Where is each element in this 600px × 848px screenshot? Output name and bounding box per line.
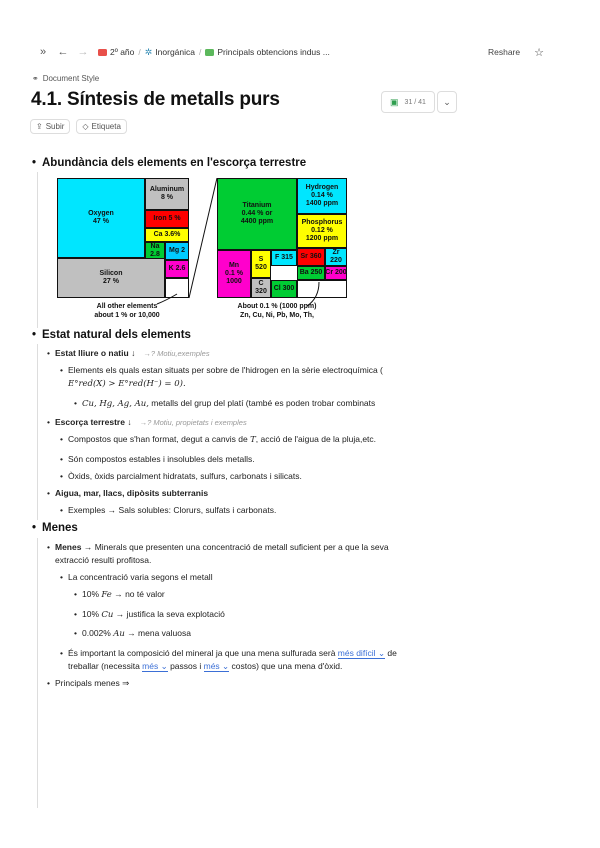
list-item: • Escorça terrestre ↓ →? Motiu, propietats i exemples bbox=[47, 417, 247, 427]
list-item: • Elements els quals estan situats per sobre de l'hidrogen en la sèrie electroquímica ( bbox=[60, 365, 383, 375]
list-item: • 0.002% Au → mena valuosa bbox=[74, 628, 191, 639]
palette-icon: ⚭ bbox=[32, 74, 39, 83]
list-item: • Exemples → Sals solubles: Clorurs, sulfats i carbonats. bbox=[60, 505, 277, 515]
tag-button[interactable]: ◇ Etiqueta bbox=[76, 119, 127, 134]
chart-cell-left-7: K 2.6 bbox=[165, 260, 189, 278]
section-heading-natural-state: • Estat natural dels elements bbox=[32, 329, 191, 341]
red-folder-icon bbox=[98, 49, 107, 56]
chart-cell-left-5: Mg 2 bbox=[165, 242, 189, 260]
page-title[interactable]: 4.1. Síntesis de metalls purs bbox=[31, 89, 280, 110]
chart-cell-left-4: Na 2.8 bbox=[145, 242, 165, 260]
chart-cell-right-7: Zr 220 bbox=[325, 248, 347, 266]
chart-cell-right-9: Cl 300 bbox=[271, 280, 297, 298]
green-folder-icon bbox=[205, 49, 214, 56]
arrow-down-icon: ↓ bbox=[131, 348, 136, 358]
tag-bar bbox=[30, 119, 127, 134]
chart-cell-left-2: Iron 5 % bbox=[145, 210, 189, 228]
math-formula: E°red(X) > E°red(H⁻) = 0). bbox=[68, 379, 186, 389]
list-item: • Menes → Minerals que presenten una concentració de metall suficient per a que la seva bbox=[47, 542, 389, 552]
chart-caption-left: All other elements about 1 % or 10,000 bbox=[94, 303, 160, 319]
chart-cell-left-0: Oxygen 47 % bbox=[57, 178, 145, 258]
breadcrumb: 2º año / ✲ Inorgánica / Principals obtencions indus ... bbox=[98, 47, 488, 58]
indent-guide bbox=[37, 538, 38, 808]
list-item: • 10% Fe → no té valor bbox=[74, 589, 165, 600]
list-item[interactable]: • Principals menes ⇒ bbox=[47, 678, 130, 688]
list-item: • Aigua, mar, llacs, dipòsits subterranis bbox=[47, 488, 209, 498]
chart-cell-right-11: Cr 200 bbox=[325, 266, 347, 280]
tag-icon: ◇ bbox=[82, 122, 89, 131]
back-arrow-icon[interactable]: ← bbox=[57, 46, 69, 58]
list-item: • És important la composició del mineral ja que una mena sulfurada serà més difícil ⌄ de bbox=[60, 648, 397, 658]
page-counter[interactable]: ▣ 31 / 41 bbox=[381, 91, 435, 113]
indent-guide bbox=[37, 344, 38, 520]
page-icon: ▣ bbox=[390, 96, 399, 107]
dropdown-mes-1[interactable]: més ⌄ bbox=[142, 661, 168, 671]
reshare-button[interactable]: Reshare bbox=[487, 47, 521, 57]
breadcrumb-item-inorganica[interactable]: ✲ Inorgánica bbox=[144, 46, 196, 57]
star-icon[interactable]: ☆ bbox=[534, 46, 544, 59]
list-item-continuation: treballar (necessita més ⌄ passos i més ⌄ costos) que una mena d'òxid. bbox=[68, 661, 343, 671]
dropdown-mes-2[interactable]: més ⌄ bbox=[203, 661, 230, 671]
list-item: • Cu, Hg, Ag, Au, metalls del grup del platí (també es poden trobar combinats bbox=[74, 398, 376, 409]
chevron-down-icon[interactable]: ⌄ bbox=[437, 91, 457, 113]
chart-cell-right-8: C 320 bbox=[251, 278, 271, 298]
top-bar bbox=[36, 42, 544, 62]
chart-cell-right-10: Ba 250 bbox=[297, 266, 325, 280]
list-item: • Compostos que s'han format, degut a canvis de T, acció de l'aigua de la pluja,etc. bbox=[60, 434, 377, 445]
chart-cell-right-3: Mn 0.1 % 1000 bbox=[217, 250, 251, 298]
chart-cell-right-1: Hydrogen 0.14 % 1400 ppm bbox=[297, 178, 347, 214]
chart-cell-left-6: Silicon 27 % bbox=[57, 258, 165, 298]
chart-cell-right-2: Phosphorus 0.12 % 1200 ppm bbox=[297, 214, 347, 248]
list-item: • Estat lliure o natiu ↓ →? Motiu,exemples bbox=[47, 348, 210, 358]
section-heading-abundance: • Abundància dels elements en l'escorça terrestre bbox=[32, 157, 307, 169]
collapse-sidebar-icon[interactable]: » bbox=[39, 46, 47, 58]
upload-icon: ⇪ bbox=[36, 122, 43, 131]
chart-cell-left-1: Aluminum 8 % bbox=[145, 178, 189, 210]
list-item: • La concentració varia segons el metall bbox=[60, 572, 213, 582]
indent-guide bbox=[37, 172, 38, 328]
breadcrumb-item-page[interactable]: Principals obtencions indus ... bbox=[205, 47, 329, 57]
arrow-down-icon: ↓ bbox=[127, 417, 132, 427]
chart-cell-right-0: Titanium 0.44 % or 4400 ppm bbox=[217, 178, 297, 250]
abundance-chart-image bbox=[57, 178, 349, 324]
chart-cell-right-5: F 315 bbox=[271, 250, 297, 266]
chart-cell-right-6: Sr 360 bbox=[297, 248, 325, 266]
chart-caption-right: About 0.1 % (1000 ppm) Zn, Cu, Ni, Pb, Mo, Th, bbox=[237, 303, 317, 319]
section-heading-menes: • Menes bbox=[32, 522, 78, 534]
breadcrumb-item-year[interactable]: 2º año bbox=[98, 47, 134, 57]
forward-arrow-icon[interactable]: → bbox=[77, 46, 89, 58]
upload-button[interactable]: ⇪ Subir bbox=[30, 119, 70, 134]
chart-cell-right-4: S 520 bbox=[251, 250, 271, 278]
list-item: • 10% Cu → justifica la seva explotació bbox=[74, 609, 225, 620]
chart-cell-left-3: Ca 3.6% bbox=[145, 228, 189, 242]
list-item-continuation: extracció resulti profitosa. bbox=[55, 555, 152, 565]
list-item: • Òxids, òxids parcialment hidratats, sulfurs, carbonats i silicats. bbox=[60, 471, 302, 481]
dropdown-mes-dificil[interactable]: més difícil ⌄ bbox=[337, 648, 386, 658]
atom-icon: ✲ bbox=[144, 46, 153, 57]
document-style-button[interactable]: ⚭ Document Style bbox=[32, 74, 100, 83]
list-item: • Són compostos estables i insolubles dels metalls. bbox=[60, 454, 255, 464]
